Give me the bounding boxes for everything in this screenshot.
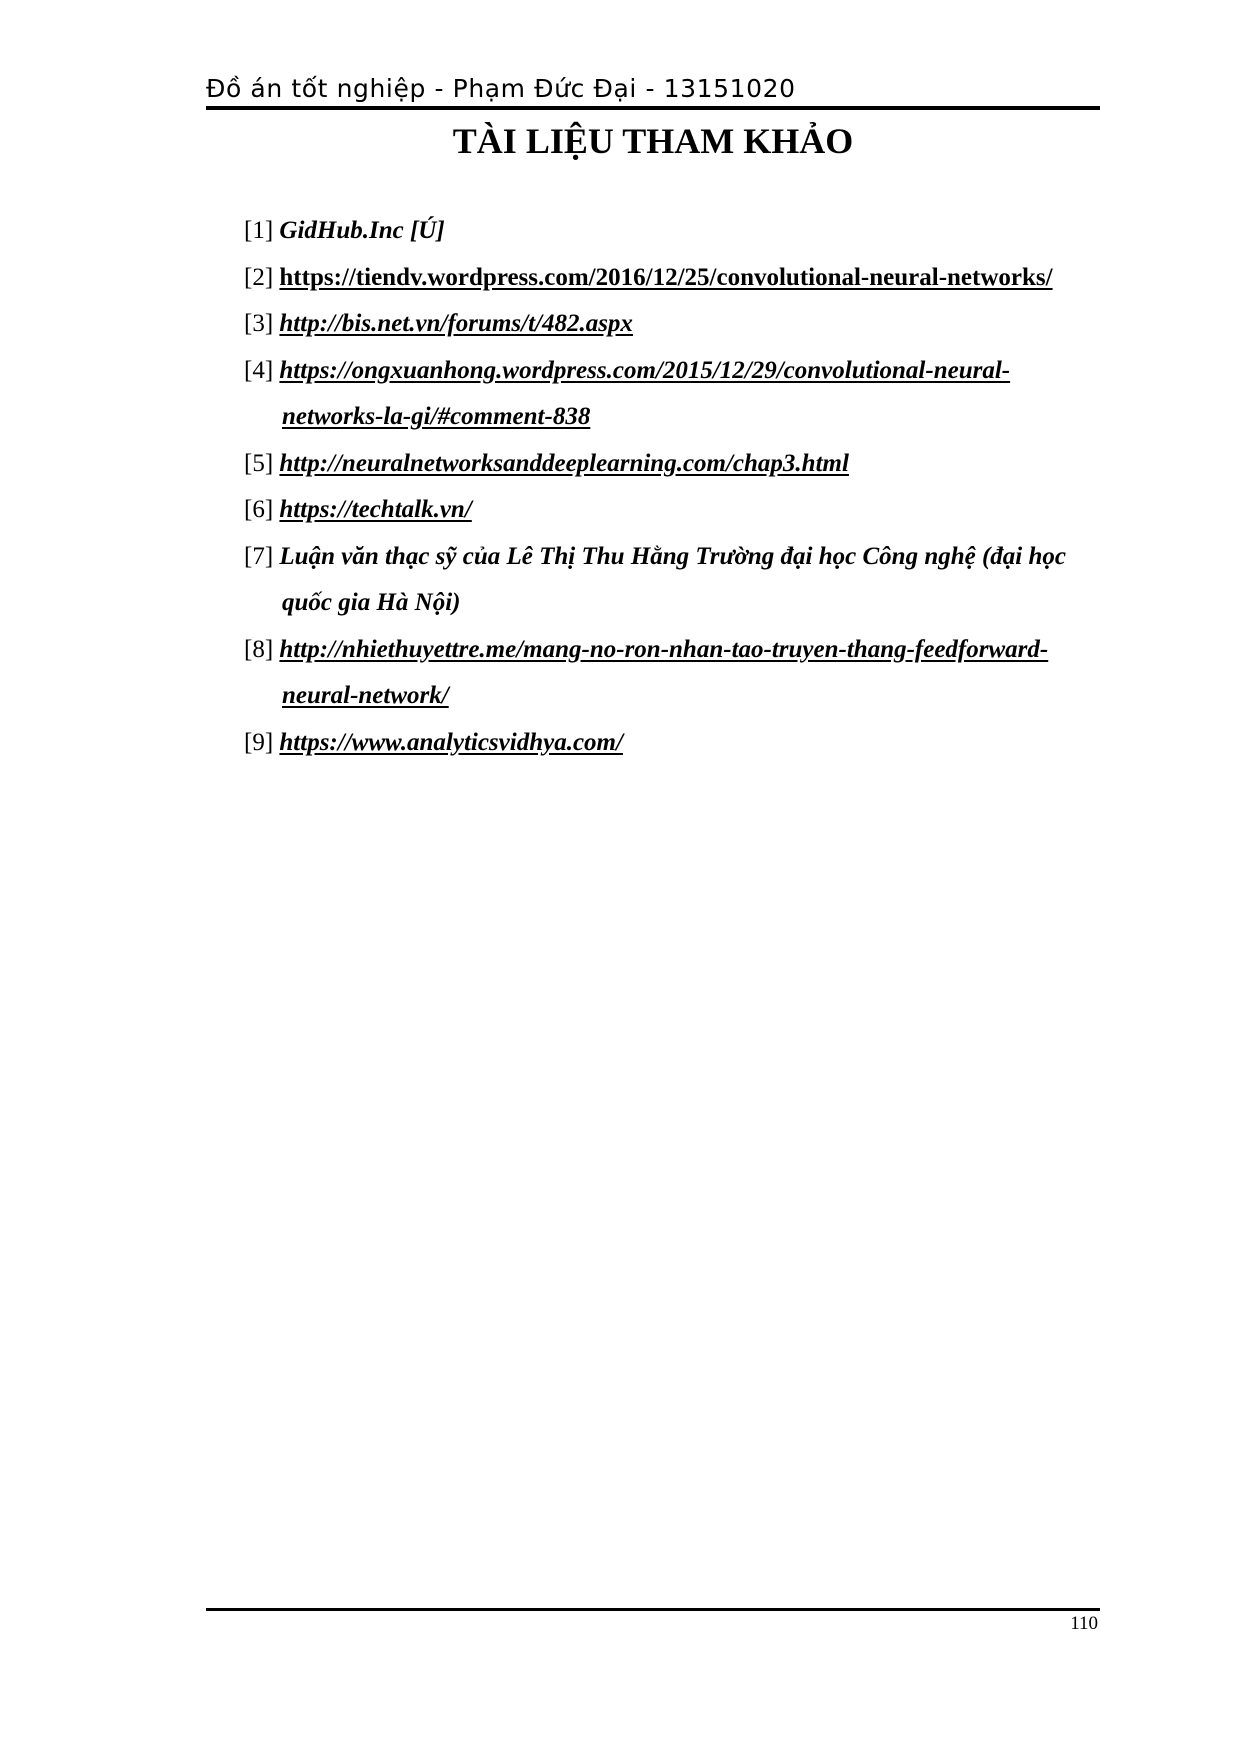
reference-number: [9] [244,728,274,756]
reference-link[interactable]: https://ongxuanhong.wordpress.com/2015/12/29/convolutional-neural-networks-la-gi/#comment-838 [279,356,1011,430]
reference-item [244,487,1104,534]
reference-item [244,720,1104,767]
reference-text: GidHub.Inc [Ú] [279,217,445,244]
footer-rule [206,1608,1100,1611]
reference-number: [1] [244,217,274,244]
reference-link[interactable]: http://nhiethuyettre.me/mang-no-ron-nhan-tao-truyen-thang-feedforward-neural-network/ [279,635,1049,709]
page-number: 110 [1070,1613,1098,1634]
reference-link[interactable]: https://techtalk.vn/ [279,496,472,523]
reference-link[interactable]: http://bis.net.vn/forums/t/482.aspx [279,310,633,337]
reference-link[interactable]: https://tiendv.wordpress.com/2016/12/25/convolutional-neural-networks/ [279,263,1053,291]
reference-item [244,534,1104,627]
reference-number: [7] [244,542,274,570]
reference-number: [8] [244,635,274,663]
reference-link[interactable]: http://neuralnetworksanddeeplearning.com/chap3.html [279,449,849,477]
reference-link[interactable]: https://www.analyticsvidhya.com/ [279,728,623,756]
reference-list [244,208,1104,766]
reference-number: [6] [244,496,274,523]
reference-number: [2] [244,263,274,291]
reference-item [244,441,1104,488]
header-rule [206,106,1100,110]
reference-item [244,255,1104,302]
reference-item [244,208,1104,255]
reference-number: [3] [244,310,274,337]
reference-item [244,301,1104,348]
reference-text: Luận văn thạc sỹ của Lê Thị Thu Hằng Trường đại học Công nghệ (đại học quốc gia Hà Nội) [279,542,1066,616]
reference-number: [5] [244,449,274,477]
running-header: Đồ án tốt nghiệp - Phạm Đức Đại - 13151020 [206,74,796,103]
page-title: TÀI LIỆU THAM KHẢO [452,121,854,161]
reference-number: [4] [244,356,274,384]
reference-item [244,627,1104,720]
reference-item [244,348,1104,441]
